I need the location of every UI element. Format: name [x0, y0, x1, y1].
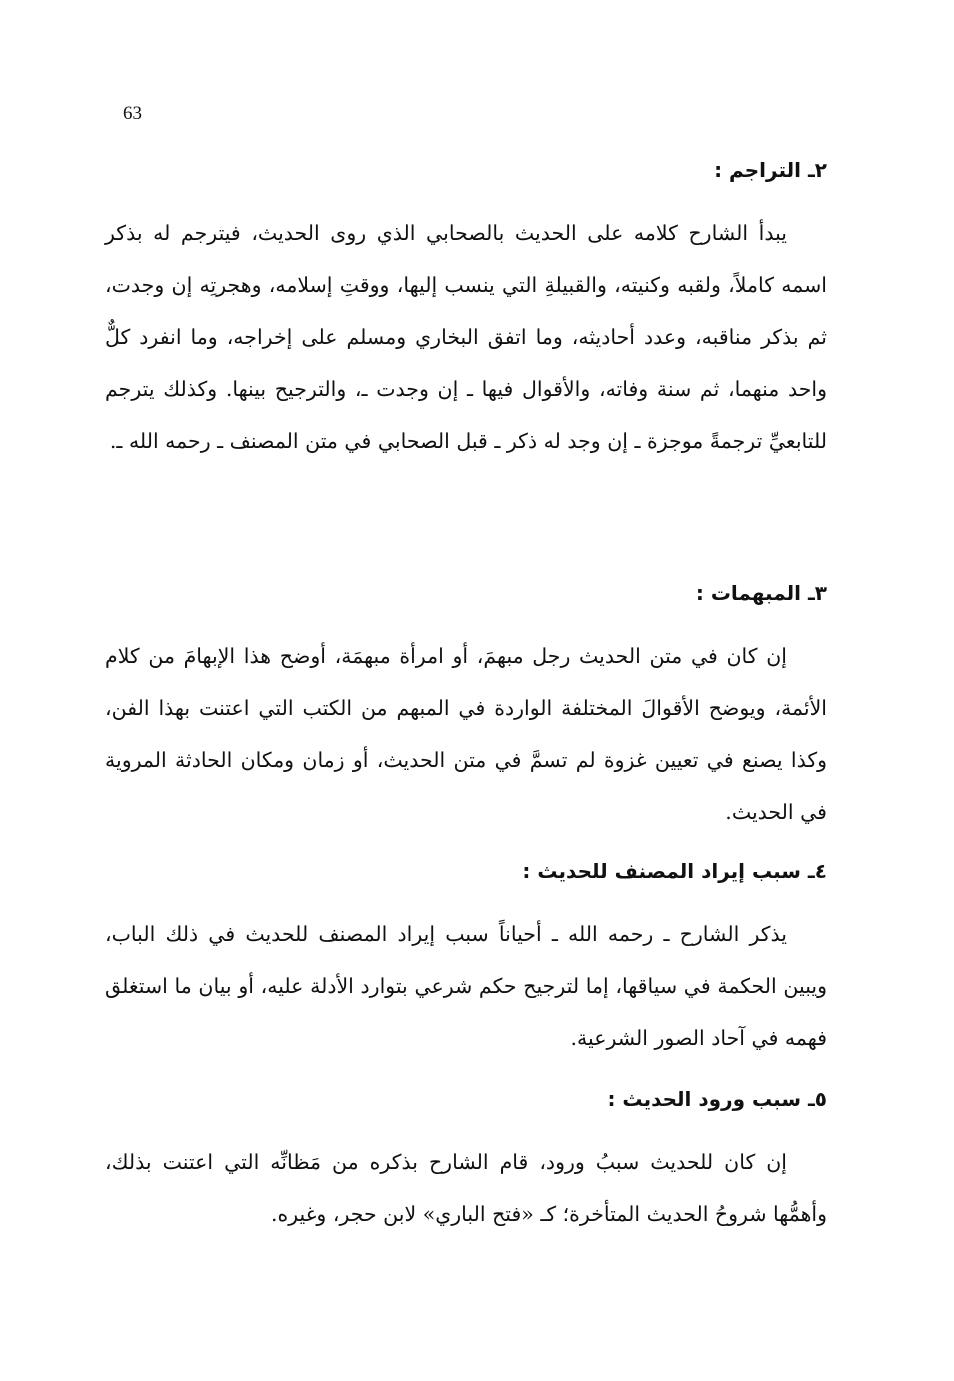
- section-heading: ٤ـ سبب إيراد المصنف للحديث :: [522, 859, 827, 883]
- section-paragraph: إن كان في متن الحديث رجل مبهمَ، أو امرأة مبهمَة، أوضح هذا الإبهامَ من كلام الأئمة، ويوضح الأقوالَ المختلفة الواردة في المبهم من الكتب التي اعتنت بهذا الفن، وكذا يصنع في تعيين غزوة لم تسمَّ في متن الحديث، أو زمان ومكان الحادثة المروية في الحديث.: [105, 644, 827, 824]
- section-heading: ٢ـ التراجم :: [714, 158, 827, 182]
- section-ambiguities: [105, 578, 827, 838]
- section-reason-for-inclusion: [105, 856, 827, 1064]
- section-heading: ٥ـ سبب ورود الحديث :: [607, 1087, 827, 1111]
- section-paragraph: إن كان للحديث سببُ ورود، قام الشارح بذكره من مَظانِّه التي اعتنت بذلك، وأهمُّها شروحُ الحديث المتأخرة؛ كـ «فتح الباري» لابن حجر، وغيره.: [105, 1150, 827, 1226]
- section-paragraph: يبدأ الشارح كلامه على الحديث بالصحابي الذي روى الحديث، فيترجم له بذكر اسمه كاملاً، ولقبه وكنيته، والقبيلةِ التي ينسب إليها، ووقتِ إسلامه، وهجرتِه إن وجدت، ثم بذكر مناقبه، وعدد أحاديثه، وما اتفق البخاري ومسلم على إخراجه، وما انفرد كلٌّ واحد منهما، ثم سنة وفاته، والأقوال فيها ـ إن وجدت ـ، والترجيح بينها. وكذلك يترجم للتابعيِّ ترجمةً موجزة ـ إن وجد له ذكر ـ قبل الصحابي في متن المصنف ـ رحمه الله ـ.: [105, 221, 827, 453]
- section-biographies: [105, 155, 827, 467]
- section-paragraph: يذكر الشارح ـ رحمه الله ـ أحياناً سبب إيراد المصنف للحديث في ذلك الباب، ويبين الحكمة في سياقها، إما لترجيح حكم شرعي بتوارد الأدلة عليه، أو بيان ما استغلق فهمه في آحاد الصور الشرعية.: [105, 922, 827, 1050]
- page-number: 63: [123, 103, 142, 124]
- section-heading: ٣ـ المبهمات :: [695, 581, 827, 605]
- section-occasion-of-hadith: [105, 1084, 827, 1240]
